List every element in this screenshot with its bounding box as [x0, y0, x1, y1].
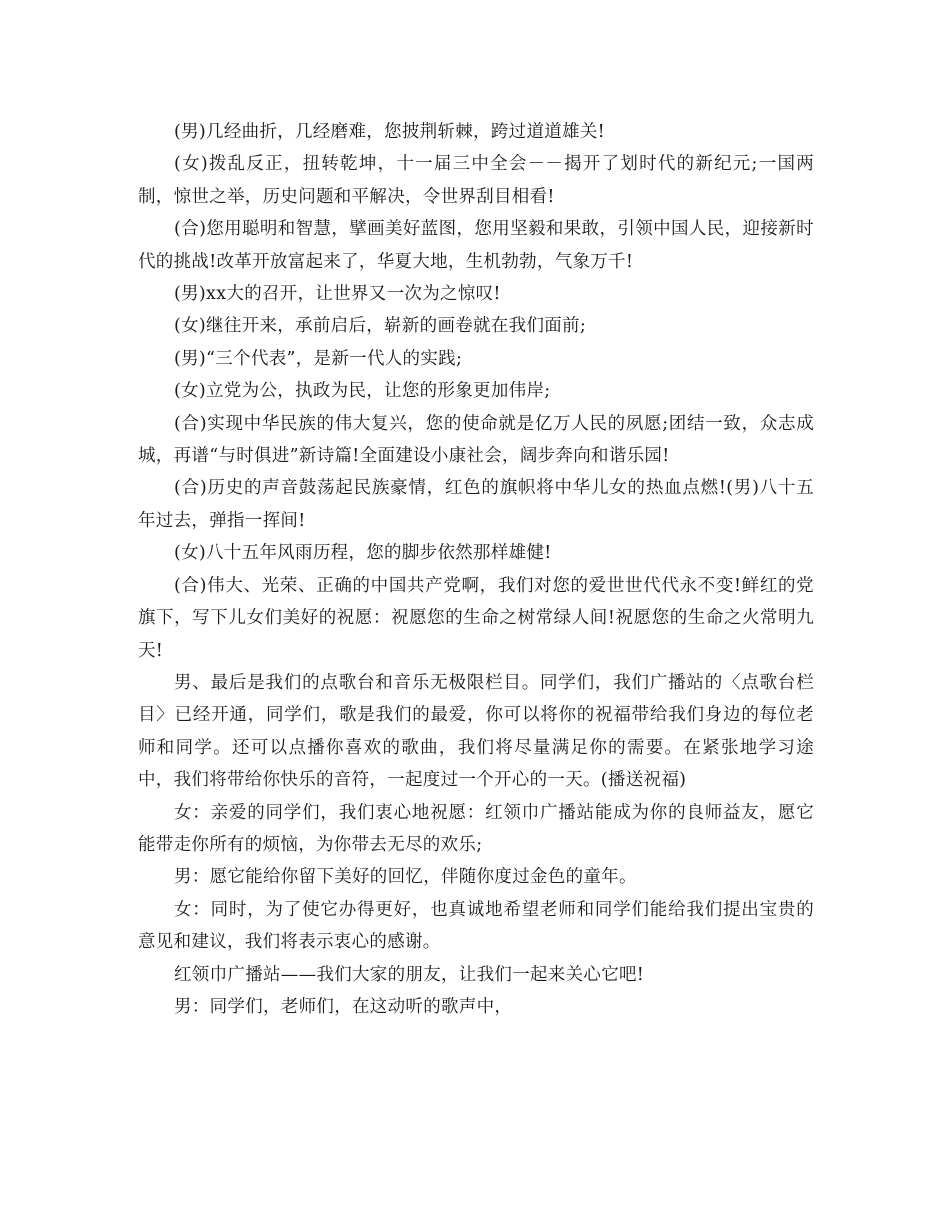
paragraph: (女)拨乱反正，扭转乾坤，十一届三中全会－－揭开了划时代的新纪元;一国两制，惊世之举，历史问题和平解决，令世界刮目相看!: [138, 154, 814, 207]
paragraph: 女：亲爱的同学们，我们衷心地祝愿：红领巾广播站能成为你的良师益友，愿它能带走你所有的烦恼，为你带去无尽的欢乐;: [138, 802, 814, 855]
paragraph: 男：愿它能给你留下美好的回忆，伴随你度过金色的童年。: [174, 867, 637, 888]
paragraph: 红领巾广播站——我们大家的朋友，让我们一起来关心它吧!: [174, 964, 645, 985]
paragraph: 女：同时，为了使它办得更好，也真诚地希望老师和同学们能给我们提出宝贵的意见和建议，我们将表示衷心的感谢。: [138, 899, 814, 953]
paragraph: 男：同学们，老师们，在这动听的歌声中，: [174, 996, 513, 1017]
paragraph: (女)继往开来，承前启后，崭新的画卷就在我们面前;: [174, 316, 587, 337]
paragraph: 男、最后是我们的点歌台和音乐无极限栏目。同学们，我们广播站的〈点歌台栏目〉已经开通，同学们，歌是我们的最爱，你可以将你的祝福带给我们身边的每位老师和同学。还可以点播你喜欢的歌曲，我们将尽量满足你的需要。在紧张地学习途中，我们将带给你快乐的音符，一起度过一个开心的一天。(播送祝福): [138, 672, 814, 791]
paragraph: (合)伟大、光荣、正确的中国共产党啊，我们对您的爱世世代代永不变!鲜红的党旗下，写下儿女们美好的祝愿：祝愿您的生命之树常绿人间!祝愿您的生命之火常明九天!: [138, 575, 814, 661]
paragraph: (合)您用聪明和智慧，擘画美好蓝图，您用坚毅和果敢，引领中国人民，迎接新时代的挑战!改革开放富起来了，华夏大地，生机勃勃，气象万千!: [138, 219, 814, 272]
paragraph: (女)八十五年风雨历程，您的脚步依然那样雄健!: [174, 543, 552, 564]
document-body: [138, 116, 814, 1023]
paragraph: (男)xx大的召开，让世界又一次为之惊叹!: [174, 284, 501, 305]
paragraph: (男)几经曲折，几经磨难，您披荆斩棘，跨过道道雄关!: [174, 122, 605, 142]
paragraph: (合)历史的声音鼓荡起民族豪情，红色的旗帜将中华儿女的热血点燃!(男)八十五年过去，弹指一挥间!: [138, 478, 814, 531]
paragraph: (合)实现中华民族的伟大复兴，您的使命就是亿万人民的夙愿;团结一致，众志成城，再谱“与时俱进”新诗篇!全面建设小康社会，阔步奔向和谐乐园!: [138, 413, 814, 467]
paragraph: (男)“三个代表”，是新一代人的实践;: [174, 348, 463, 369]
paragraph: (女)立党为公，执政为民，让您的形象更加伟岸;: [174, 381, 551, 402]
